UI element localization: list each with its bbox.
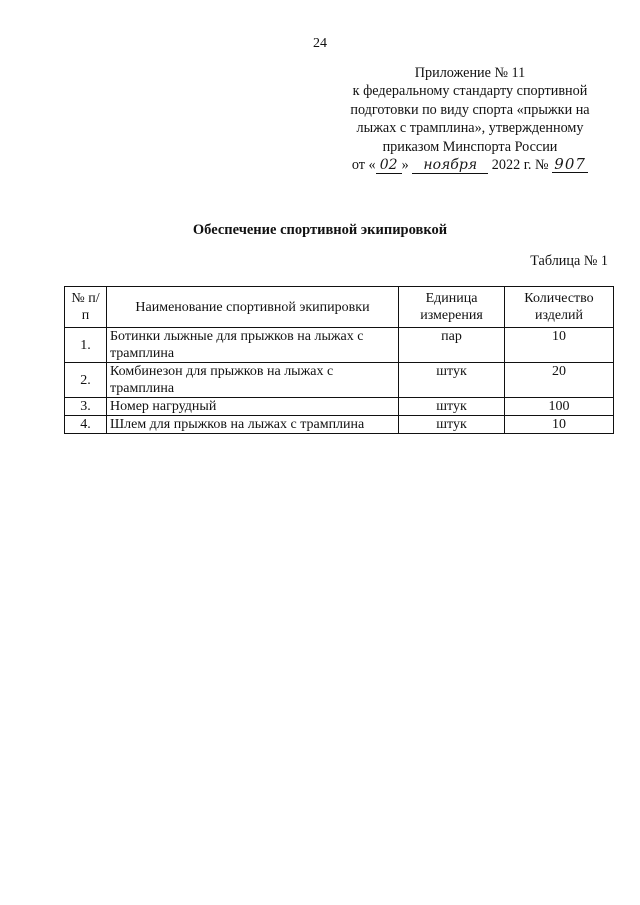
header-unit: Единица измерения bbox=[399, 287, 505, 328]
appendix-block bbox=[330, 64, 610, 174]
date-mid: » bbox=[401, 157, 409, 174]
appendix-line: приказом Минспорта России bbox=[382, 138, 558, 155]
handwritten-day: 02 bbox=[376, 157, 402, 174]
table-row bbox=[65, 416, 614, 434]
row-num: 2. bbox=[65, 363, 107, 398]
row-qty: 10 bbox=[505, 328, 614, 363]
row-num: 4. bbox=[65, 416, 107, 434]
date-year: 2022 г. № bbox=[491, 157, 549, 174]
appendix-line: к федеральному стандарту спортивной bbox=[352, 83, 588, 100]
row-qty: 20 bbox=[505, 363, 614, 398]
document-title: Обеспечение спортивной экипировкой bbox=[192, 222, 448, 238]
handwritten-month: ноября bbox=[412, 157, 488, 174]
row-unit: штук bbox=[399, 398, 505, 416]
date-prefix: от « bbox=[351, 157, 376, 174]
appendix-line: Приложение № 11 bbox=[414, 65, 526, 81]
header-name: Наименование спортивной экипировки bbox=[107, 287, 399, 328]
table-row bbox=[65, 328, 614, 363]
table-header-row bbox=[65, 287, 614, 328]
table-row bbox=[65, 363, 614, 398]
row-unit: штук bbox=[399, 363, 505, 398]
page-number: 24 bbox=[313, 36, 327, 51]
row-qty: 10 bbox=[505, 416, 614, 434]
row-name: Комбинезон для прыжков на лыжах с трамплина bbox=[107, 363, 399, 398]
row-unit: пар bbox=[399, 328, 505, 363]
row-unit: штук bbox=[399, 416, 505, 434]
row-name: Номер нагрудный bbox=[107, 398, 399, 416]
table-label: Таблица № 1 bbox=[530, 253, 608, 269]
row-name: Ботинки лыжные для прыжков на лыжах с трамплина bbox=[107, 328, 399, 363]
header-num: № п/п bbox=[65, 287, 107, 328]
row-num: 3. bbox=[65, 398, 107, 416]
equipment-table bbox=[64, 286, 614, 434]
handwritten-order-number: 907 bbox=[552, 156, 588, 173]
appendix-line: подготовки по виду спорта «прыжки на bbox=[350, 101, 590, 118]
appendix-line: лыжах с трамплина», утвержденному bbox=[356, 120, 584, 137]
row-name: Шлем для прыжков на лыжах с трамплина bbox=[107, 416, 399, 434]
order-date-line bbox=[330, 156, 610, 174]
row-qty: 100 bbox=[505, 398, 614, 416]
row-num: 1. bbox=[65, 328, 107, 363]
header-qty: Количество изделий bbox=[505, 287, 614, 328]
table-row bbox=[65, 398, 614, 416]
